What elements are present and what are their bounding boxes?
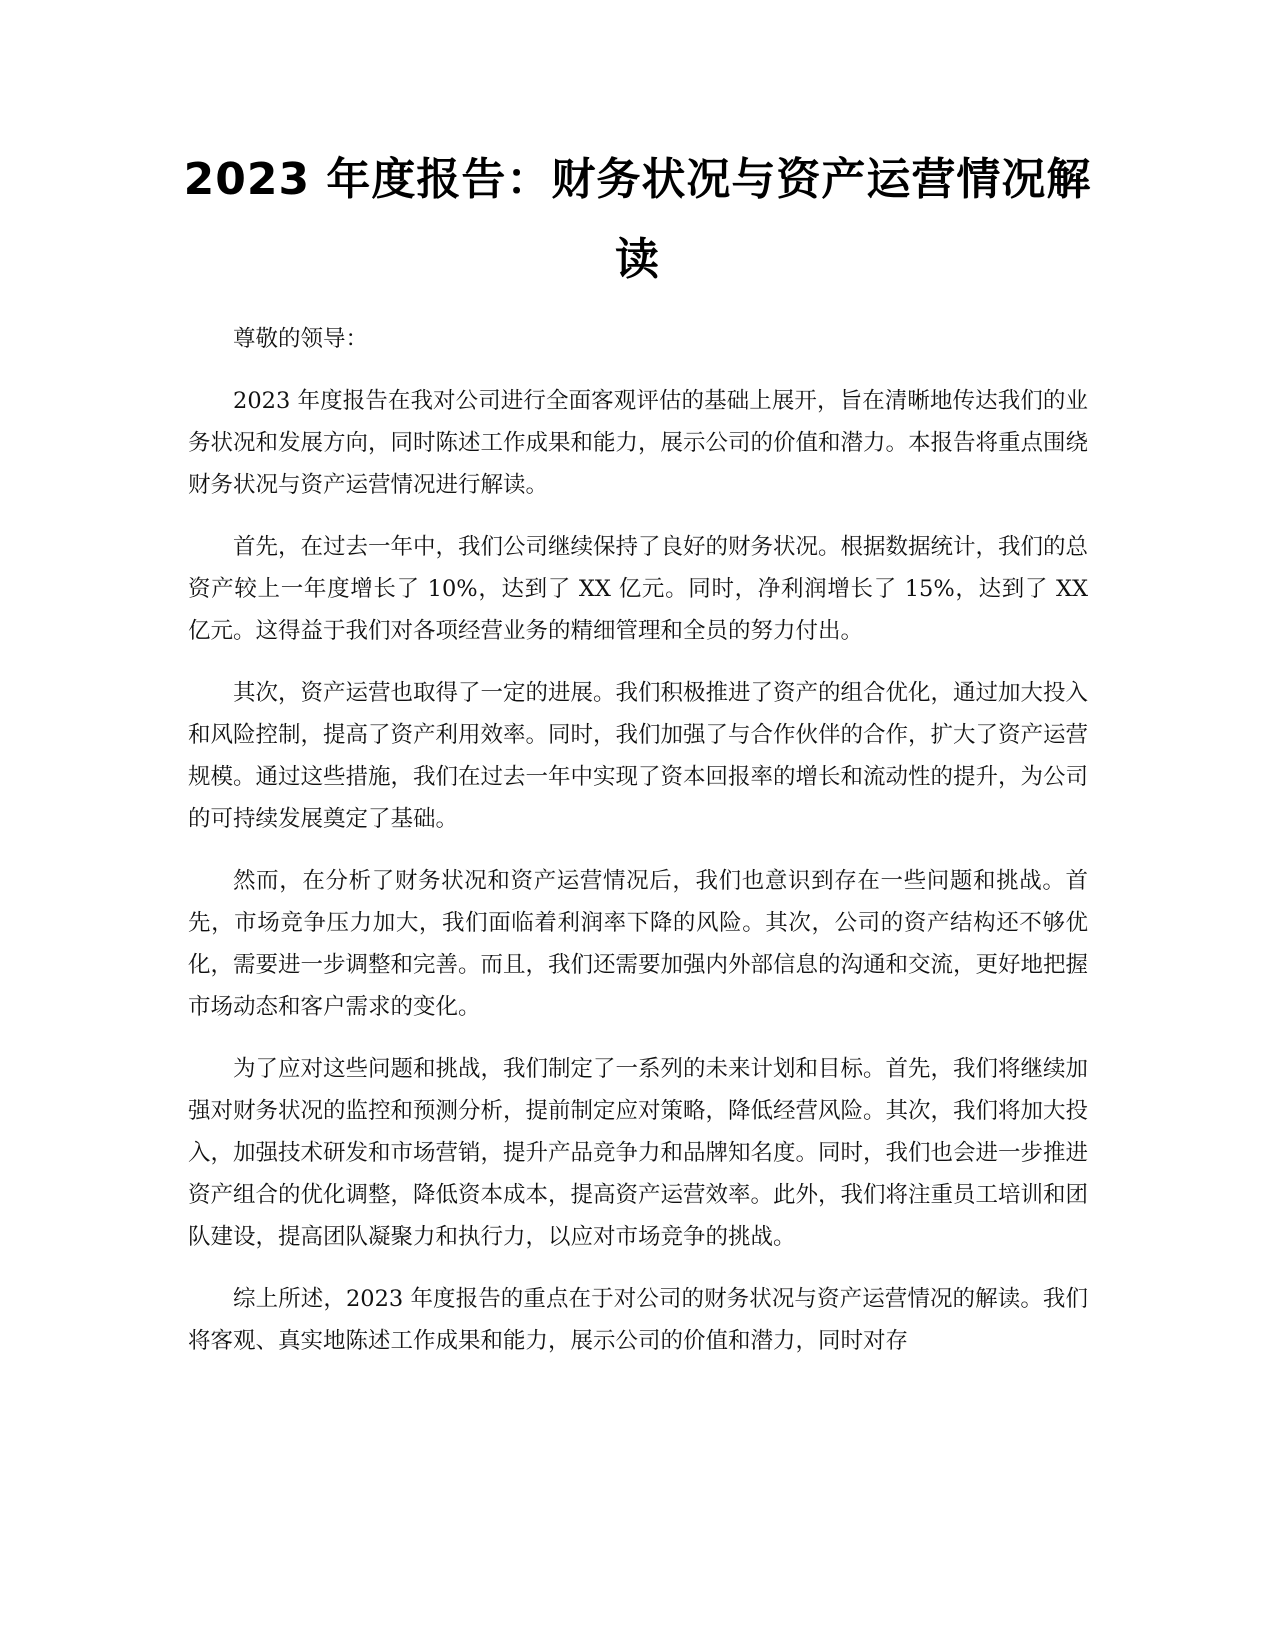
paragraph-challenges: 然而，在分析了财务状况和资产运营情况后，我们也意识到存在一些问题和挑战。首先，市场竞争压力加大，我们面临着利润率下降的风险。其次，公司的资产结构还不够优化，需要进一步调整和完善。而且，我们还需要加强内外部信息的沟通和交流，更好地把握市场动态和客户需求的变化。 <box>188 868 1089 1020</box>
paragraph-asset-operations: 其次，资产运营也取得了一定的进展。我们积极推进了资产的组合优化，通过加大投入和风险控制，提高了资产利用效率。同时，我们加强了与合作伙伴的合作，扩大了资产运营规模。通过这些措施，我们在过去一年中实现了资本回报率的增长和流动性的提升，为公司的可持续发展奠定了基础。 <box>188 680 1089 832</box>
paragraph-intro: 2023 年度报告在我对公司进行全面客观评估的基础上展开，旨在清晰地传达我们的业务状况和发展方向，同时陈述工作成果和能力，展示公司的价值和潜力。本报告将重点围绕财务状况与资产运营情况进行解读。 <box>188 388 1089 498</box>
paragraph-summary: 综上所述，2023 年度报告的重点在于对公司的财务状况与资产运营情况的解读。我们将客观、真实地陈述工作成果和能力，展示公司的价值和潜力，同时对存 <box>188 1286 1088 1354</box>
document-title: 2023 年度报告：财务状况与资产运营情况解读 <box>183 154 1092 285</box>
salutation: 尊敬的领导： <box>233 326 369 352</box>
paragraph-future-plans: 为了应对这些问题和挑战，我们制定了一系列的未来计划和目标。首先，我们将继续加强对财务状况的监控和预测分析，提前制定应对策略，降低经营风险。其次，我们将加大投入，加强技术研发和市场营销，提升产品竞争力和品牌知名度。同时，我们也会进一步推进资产组合的优化调整，降低资本成本，提高资产运营效率。此外，我们将注重员工培训和团队建设，提高团队凝聚力和执行力，以应对市场竞争的挑战。 <box>188 1056 1089 1250</box>
paragraph-financial-status: 首先，在过去一年中，我们公司继续保持了良好的财务状况。根据数据统计，我们的总资产较上一年度增长了 10%，达到了 XX 亿元。同时，净利润增长了 15%，达到了 XX 亿元。这得益于我们对各项经营业务的精细管理和全员的努力付出。 <box>188 534 1089 644</box>
document-body <box>188 318 1088 1382</box>
